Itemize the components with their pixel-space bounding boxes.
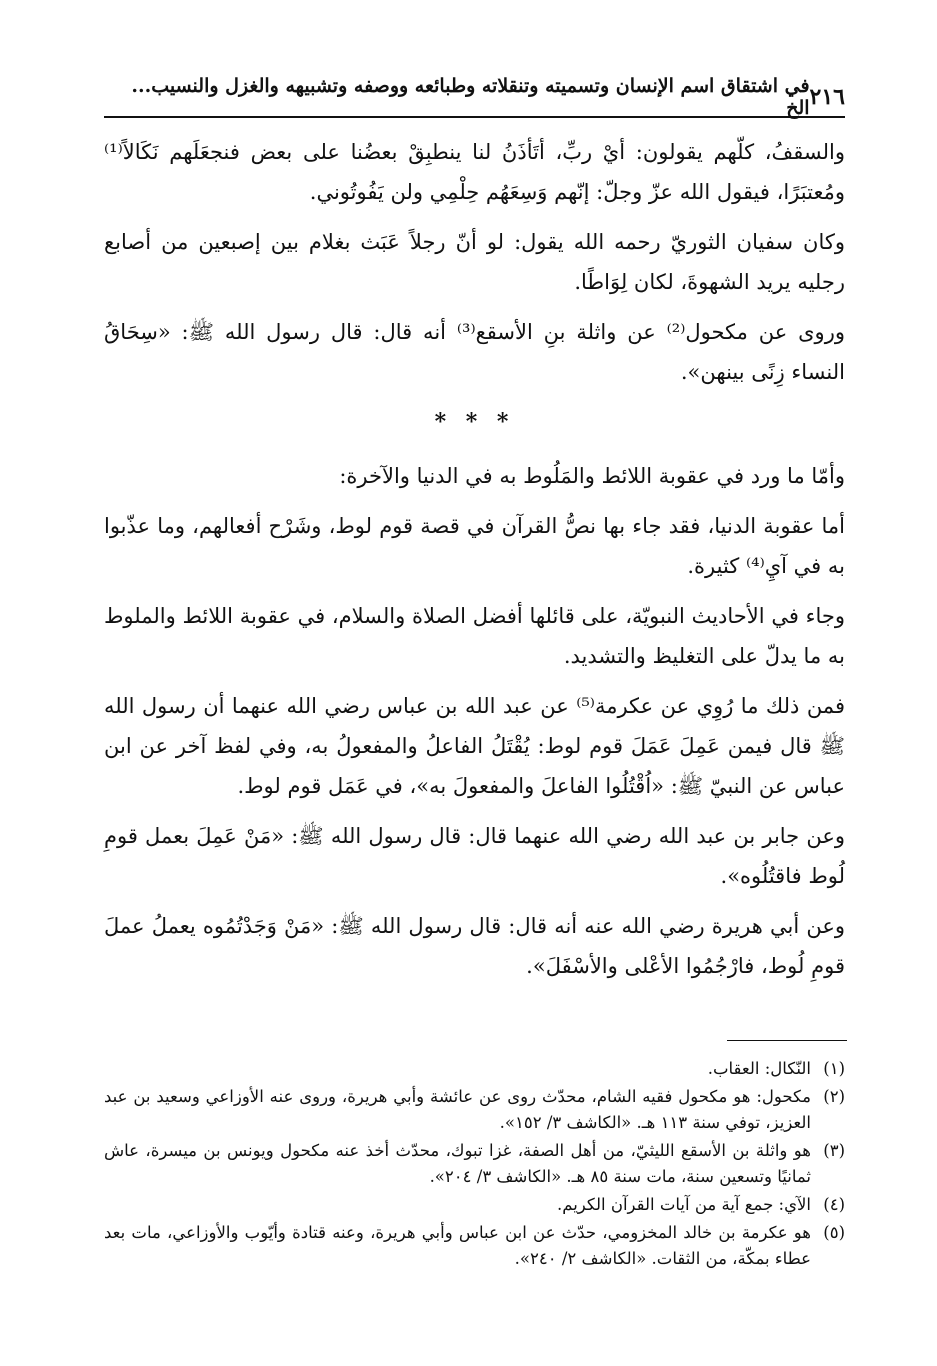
footnotes	[104, 1056, 845, 1274]
paragraph: والسقفُ، كلّهم يقولون: أيْ ربِّ، أتَأذَنُ لنا ينطبِقْ بعضُنا على بعض فنجعَلَهم نَكَالاً⁽¹⁾ ومُعتبَرًا، فيقول الله عزّ وجلّ: إنّهم وَسِعَهُم حِلْمِي ولن يَفُوتُوني.	[104, 140, 845, 204]
footnote-text: هو عكرمة بن خالد المخزومي، حدّث عن ابن عباس وأبي هريرة، وعنه قتادة وأيّوب والأوزاعي، مات بعد عطاء بمكّة، من الثقات. «الكاشف ٢/ ٢٤٠».	[104, 1223, 811, 1268]
footnote	[104, 1138, 845, 1190]
footnote-text: هو واثلة بن الأسقع الليثيّ، من أهل الصفة، غزا تبوك، محدّث أخذ عنه مكحول ويونس بن ميسرة، عاش ثمانيًا وتسعين سنة، مات سنة ٨٥ هـ. «الكاشف ٣/ ٢٠٤».	[104, 1141, 811, 1186]
footnote-text: النّكال: العقاب.	[707, 1059, 811, 1078]
running-title: في اشتقاق اسم الإنسان وتسميته وتنقلاته وطبائعه ووصفه وتشبيهه والغزل والنسيب... الخ	[131, 75, 810, 119]
paragraph: وروى عن مكحول⁽²⁾ عن واثلة بنِ الأسقع⁽³⁾ أنه قال: قال رسول الله ﷺ: «سِحَاقُ النساء زِنًى بينهن».	[104, 320, 845, 384]
page-header	[104, 75, 845, 119]
paragraph: وجاء في الأحاديث النبويّة، على قائلها أفضل الصلاة والسلام، في عقوبة اللائط والملوط به ما يدلّ على التغليظ والتشديد.	[104, 604, 845, 668]
paragraph: فمن ذلك ما رُوِي عن عكرمة⁽⁵⁾ عن عبد الله بن عباس رضي الله عنهما أن رسول الله ﷺ قال فيمن عَمِلَ عَمَلَ قوم لوط: يُقْتَلُ الفاعلُ والمفعولُ به، وفي لفظ آخر عن ابن عباس عن النبيّ ﷺ: «اُقْتُلُوا الفاعلَ والمفعولَ به»، في عَمَل قوم لوط.	[104, 694, 845, 798]
paragraph: وعن جابر بن عبد الله رضي الله عنهما قال: قال رسول الله ﷺ: «مَنْ عَمِلَ بعمل قومِ لُوط فاقتُلُوه».	[104, 824, 845, 888]
paragraph: أما عقوبة الدنيا، فقد جاء بها نصُّ القرآن في قصة قوم لوط، وشَرْح أفعالهم، وما عذّبوا به في آيِ⁽⁴⁾ كثيرة.	[104, 514, 845, 578]
footnote-text: مكحول: هو مكحول فقيه الشام، محدّث روى عن عائشة وأبي هريرة، وروى عنه الأوزاعي وسعيد بن عبد العزيز، توفي سنة ١١٣ هـ. «الكاشف ٣/ ١٥٢».	[104, 1087, 811, 1132]
footnote-number: (٤)	[823, 1195, 845, 1214]
footnote	[104, 1084, 845, 1136]
footnote	[104, 1220, 845, 1272]
footnote	[104, 1192, 845, 1218]
paragraph: وعن أبي هريرة رضي الله عنه أنه قال: قال رسول الله ﷺ: «مَنْ وَجَدْتُمُوه يعملُ عملَ قومِ لُوط، فارْجُمُوا الأعْلى والأسْفَلَ».	[104, 914, 845, 978]
page-number: ٢١٦	[809, 84, 845, 110]
footnote-text: الآي: جمع آية من آيات القرآن الكريم.	[556, 1195, 811, 1214]
paragraph: وكان سفيان الثوريّ رحمه الله يقول: لو أنّ رجلاً عَبَث بغلام بين إصبعين من أصابع رجليه يريد الشهوةَ، لكان لِوَاطًا.	[104, 230, 845, 294]
footnote-number: (٢)	[823, 1087, 845, 1106]
footnote	[104, 1056, 845, 1082]
section-separator: * * *	[434, 409, 515, 435]
main-text	[104, 132, 845, 996]
footnote-number: (٣)	[823, 1141, 845, 1160]
footnote-number: (٥)	[823, 1223, 845, 1242]
footnote-divider	[727, 1040, 847, 1041]
footnote-number: (١)	[823, 1059, 845, 1078]
paragraph: وأمّا ما ورد في عقوبة اللائط والمَلُوط به في الدنيا والآخرة:	[339, 464, 845, 488]
